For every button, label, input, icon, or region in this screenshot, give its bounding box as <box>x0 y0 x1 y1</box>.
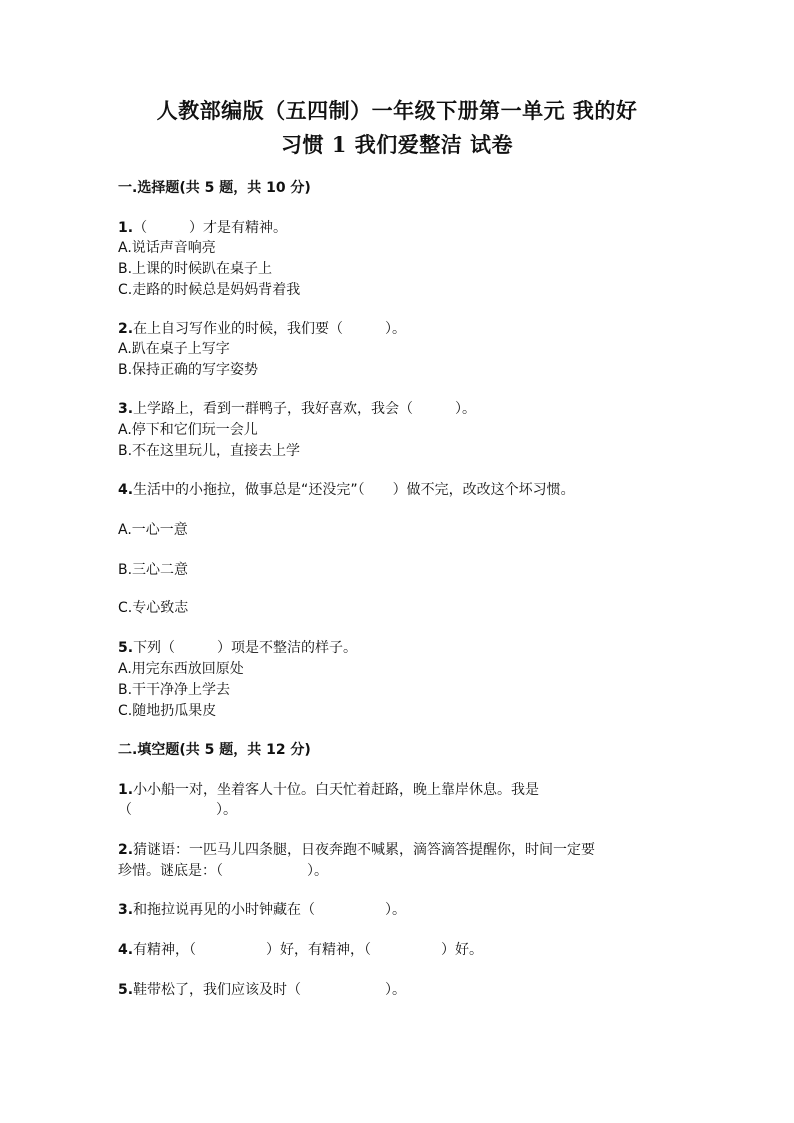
question-text: 小小船一对，坐着客人十位。白天忙着赶路，晚上靠岸休息。我是 <box>133 782 540 798</box>
blank-question-1-line-1 <box>118 780 539 800</box>
blank-question-2-line-1 <box>118 840 595 860</box>
question-number: 5. <box>118 982 134 998</box>
blank-question-2-line-2: 珍惜。谜底是：（ ）。 <box>118 863 328 879</box>
question-5-option-a: A.用完东西放回原处 <box>118 661 244 677</box>
question-text: 和拖拉说再见的小时钟藏在（ ）。 <box>133 902 407 918</box>
question-text: （ ）才是有精神。 <box>133 220 288 236</box>
question-3-option-b: B.不在这里玩儿，直接去上学 <box>118 443 301 459</box>
question-5-option-c: C.随地扔瓜果皮 <box>118 703 217 719</box>
question-number: 3. <box>118 401 134 417</box>
question-number: 3. <box>118 902 134 918</box>
question-text: 上学路上，看到一群鸭子，我好喜欢，我会（ ）。 <box>133 401 477 417</box>
question-3-stem <box>118 399 476 419</box>
question-number: 5. <box>118 640 134 656</box>
question-number: 4. <box>118 942 134 958</box>
question-3-option-a: A.停下和它们玩一会儿 <box>118 422 258 438</box>
question-number: 2. <box>118 321 134 337</box>
question-number: 4. <box>118 482 134 498</box>
section-heading-choice: 一.选择题(共 5 题，共 10 分) <box>118 180 311 196</box>
blank-question-5 <box>118 980 406 1000</box>
question-number: 2. <box>118 842 134 858</box>
question-text: 下列（ ）项是不整洁的样子。 <box>133 640 358 656</box>
question-5-option-b: B.干干净净上学去 <box>118 682 231 698</box>
question-1-option-a: A.说话声音响亮 <box>118 240 216 256</box>
question-4-option-b: B.三心二意 <box>118 562 189 578</box>
question-text: 鞋带松了，我们应该及时（ ）。 <box>133 982 407 998</box>
question-2-option-a: A.趴在桌子上写字 <box>118 341 230 357</box>
question-4-stem <box>118 480 575 500</box>
question-2-stem <box>118 319 406 339</box>
blank-question-4 <box>118 940 483 960</box>
blank-question-3 <box>118 900 406 920</box>
question-5-stem <box>118 638 357 658</box>
exam-title-line-1: 人教部编版（五四制）一年级下册第一单元 我的好 <box>156 98 638 123</box>
question-4-option-a: A.一心一意 <box>118 522 188 538</box>
question-text: 在上自习写作业的时候，我们要（ ）。 <box>133 321 407 337</box>
question-number: 1. <box>118 782 134 798</box>
question-2-option-b: B.保持正确的写字姿势 <box>118 362 259 378</box>
question-1-option-c: C.走路的时候总是妈妈背着我 <box>118 282 301 298</box>
question-1-stem <box>118 218 287 238</box>
blank-question-1-line-2: （ ）。 <box>118 802 237 818</box>
exam-title-line-2: 习惯 1 我们爱整洁 试卷 <box>280 132 514 157</box>
question-4-option-c: C.专心致志 <box>118 600 189 616</box>
question-text: 有精神，（ ）好，有精神，（ ）好。 <box>133 942 484 958</box>
question-text: 生活中的小拖拉，做事总是“还没完”（ ）做不完，改改这个坏习惯。 <box>133 482 575 498</box>
question-text: 猜谜语：一匹马儿四条腿，日夜奔跑不喊累，滴答滴答提醒你，时间一定要 <box>133 842 596 858</box>
question-number: 1. <box>118 220 134 236</box>
question-1-option-b: B.上课的时候趴在桌子上 <box>118 261 273 277</box>
section-heading-fill-blank: 二.填空题(共 5 题，共 12 分) <box>118 742 311 758</box>
